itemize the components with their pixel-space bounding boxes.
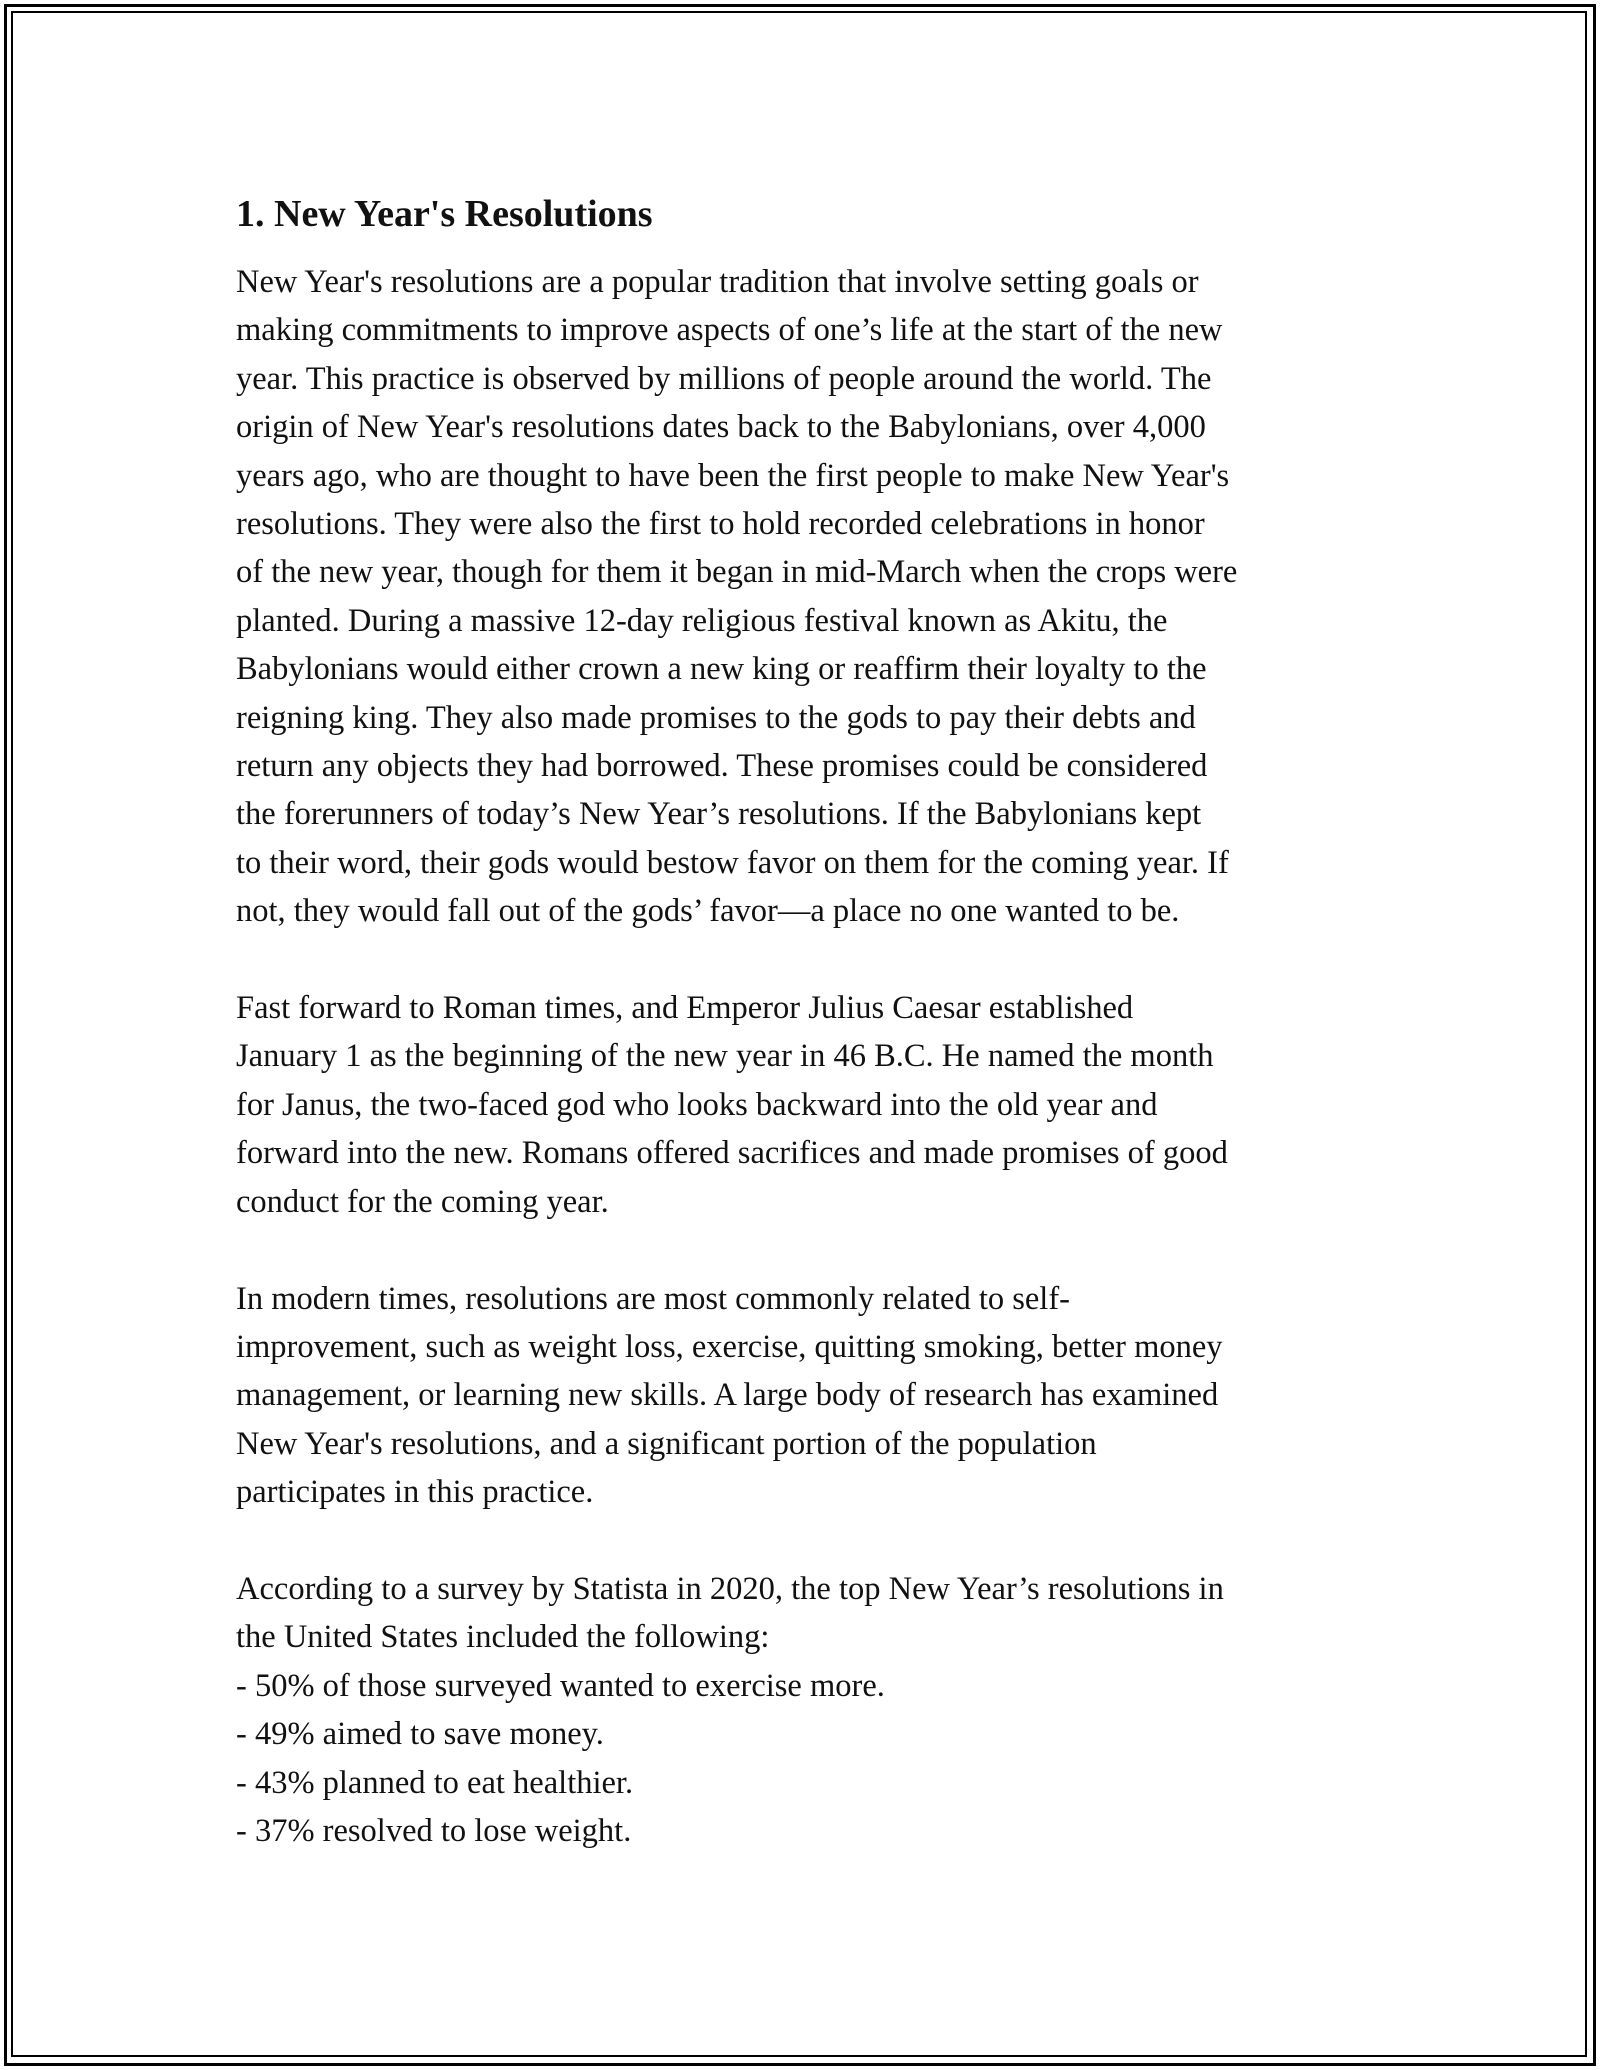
paragraph-line: improvement, such as weight loss, exercise, quitting smoking, better money: [236, 1328, 1223, 1365]
document-body: [236, 186, 1386, 1855]
paragraph-modern-times: [236, 1275, 1386, 1517]
paragraph-line: In modern times, resolutions are most commonly related to self-: [236, 1280, 1070, 1317]
paragraph-line: New Year's resolutions, and a significant portion of the population: [236, 1425, 1097, 1462]
paragraph-roman-times: [236, 984, 1386, 1226]
paragraph-line: reigning king. They also made promises to the gods to pay their debts and: [236, 699, 1196, 736]
paragraph-line: participates in this practice.: [236, 1474, 594, 1511]
paragraph-line: return any objects they had borrowed. These promises could be considered: [236, 748, 1208, 785]
paragraph-line: for Janus, the two-faced god who looks backward into the old year and: [236, 1086, 1158, 1123]
paragraph-line: New Year's resolutions are a popular tradition that involve setting goals or: [236, 264, 1199, 300]
list-item: - 43% planned to eat healthier.: [236, 1764, 634, 1801]
paragraph-line: to their word, their gods would bestow favor on them for the coming year. If: [236, 844, 1229, 881]
paragraph-line: years ago, who are thought to have been the first people to make New Year's: [236, 457, 1230, 494]
paragraph-line: According to a survey by Statista in 2020, the top New Year’s resolutions in: [236, 1570, 1224, 1607]
paragraph-line: of the new year, though for them it began in mid-March when the crops were: [236, 554, 1238, 591]
list-item: - 49% aimed to save money.: [236, 1716, 604, 1753]
paragraph-line: January 1 as the beginning of the new year in 46 B.C. He named the month: [236, 1038, 1214, 1075]
paragraph-line: resolutions. They were also the first to hold recorded celebrations in honor: [236, 506, 1205, 543]
resolutions-list: [236, 1662, 1386, 1856]
paragraph-line: not, they would fall out of the gods’ favor—a place no one wanted to be.: [236, 893, 1180, 930]
list-item: - 37% resolved to lose weight.: [236, 1812, 632, 1849]
paragraph-line: year. This practice is observed by millions of people around the world. The: [236, 360, 1212, 397]
paragraph-line: conduct for the coming year.: [236, 1183, 609, 1220]
section-heading: 1. New Year's Resolutions: [236, 193, 653, 235]
paragraph-spacer: [236, 1226, 1386, 1274]
list-item: - 50% of those surveyed wanted to exercise more.: [236, 1667, 885, 1704]
paragraph-line: making commitments to improve aspects of one’s life at the start of the new: [236, 312, 1223, 349]
paragraph-line: origin of New Year's resolutions dates back to the Babylonians, over 4,000: [236, 409, 1206, 446]
paragraph-line: forward into the new. Romans offered sacrifices and made promises of good: [236, 1135, 1228, 1172]
paragraph-line: planted. During a massive 12-day religious festival known as Akitu, the: [236, 602, 1168, 639]
paragraph-line: the forerunners of today’s New Year’s resolutions. If the Babylonians kept: [236, 796, 1202, 833]
paragraph-spacer: [236, 1517, 1386, 1565]
paragraph-line: Fast forward to Roman times, and Emperor Julius Caesar established: [236, 990, 1134, 1027]
paragraph-line: management, or learning new skills. A large body of research has examined: [236, 1377, 1219, 1414]
paragraph-survey-intro: [236, 1565, 1386, 1662]
paragraph-spacer: [236, 936, 1386, 984]
paragraph-line: Babylonians would either crown a new king or reaffirm their loyalty to the: [236, 651, 1207, 688]
paragraph-babylonian-origins: [236, 258, 1386, 936]
paragraph-line: the United States included the following:: [236, 1619, 770, 1656]
